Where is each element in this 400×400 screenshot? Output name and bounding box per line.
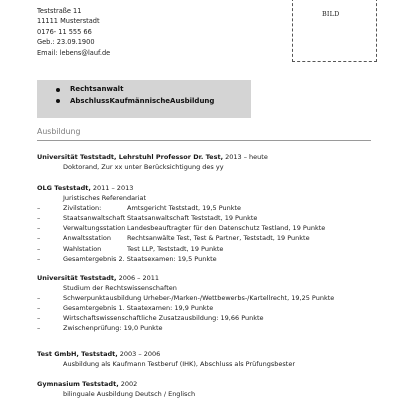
station-detail: Test LLP, Teststadt, 19 Punkte	[127, 244, 224, 253]
entry-institution: Test GmbH, Teststadt,	[37, 350, 118, 358]
entry-description: Doktorand, Zur xx unter Berücksichtigung des yy	[63, 163, 224, 172]
list-item	[37, 233, 325, 243]
entry-description: bilinguale Ausbildung Deutsch / Englisch	[63, 390, 196, 399]
entry-heading	[37, 349, 295, 359]
entry-description: Juristisches Referendariat	[63, 194, 147, 203]
entry-description: Studium der Rechtswissenschaften	[63, 284, 177, 293]
contact-city: 11111 Musterstadt	[37, 17, 100, 26]
station-name: Zivilstation:	[63, 204, 102, 213]
station-detail: Landesbeauftragter für den Datenschutz Testland, 19 Punkte	[127, 224, 326, 233]
highlight-list	[37, 80, 251, 107]
station-name: Wahlstation	[63, 244, 102, 253]
list-item: – Gesamtergebnis 1. Staatexamen: 19,9 Punkte	[37, 303, 334, 313]
entry-institution: Universität Teststadt,	[37, 274, 117, 282]
contact-phone: 0176- 11 555 66	[37, 27, 92, 36]
education-entry-apprenticeship	[37, 349, 295, 369]
highlight-item: AbschlussKaufmännischeAusbildung	[37, 96, 251, 108]
list-item: – Gesamtergebnis 2. Staatsexamen: 19,5 Punkte	[37, 254, 325, 264]
station-name: Staatsanwaltschaft	[63, 214, 126, 223]
contact-email: Email: lebens@lauf.de	[37, 48, 111, 57]
list-item	[37, 213, 325, 223]
entry-heading	[37, 379, 195, 389]
entry-dates: 2013 – heute	[223, 153, 268, 161]
list-item	[37, 244, 325, 254]
section-divider	[37, 140, 371, 141]
entry-institution: Gymnasium Teststadt,	[37, 380, 119, 388]
entry-heading	[37, 183, 325, 193]
highlight-box	[37, 80, 251, 118]
education-entry-uni-doctorate	[37, 152, 268, 172]
photo-placeholder	[292, 0, 377, 62]
education-entry-olg	[37, 183, 325, 264]
entry-dates: 2003 – 2006	[117, 350, 161, 358]
contact-street: Teststraße 11	[37, 7, 82, 15]
entry-dates: 2011 – 2013	[90, 184, 134, 192]
entry-dates: 2006 – 2011	[116, 274, 160, 282]
entry-institution: OLG Teststadt,	[37, 184, 91, 192]
entry-dates: 2002	[118, 380, 138, 388]
education-entry-uni-law	[37, 273, 334, 334]
list-item	[37, 203, 325, 213]
list-item	[37, 223, 325, 233]
entry-heading	[37, 273, 334, 283]
education-entry-school	[37, 379, 195, 399]
entry-institution: Universität Teststadt, Lehrstuhl Professor Dr. Test,	[37, 153, 224, 161]
station-detail: Rechtsanwälte Test, Test & Partner, Teststadt, 19 Punkte	[127, 234, 310, 243]
highlight-item: Rechtsanwalt	[37, 84, 251, 96]
entry-description: Ausbildung als Kaufmann Testberuf (IHK), Abschluss als Prüfungsbester	[63, 360, 296, 369]
list-item: – Zwischenprüfung: 19,0 Punkte	[37, 323, 334, 333]
photo-label: BILD	[322, 10, 340, 18]
section-title: Ausbildung	[37, 127, 81, 136]
list-item: – Schwerpunktausbildung Urheber-/Marken-/Wettbewerbs-/Kartellrecht, 19,25 Punkte	[37, 293, 334, 303]
station-name: Anwaltsstation	[63, 234, 111, 243]
contact-block	[37, 6, 110, 58]
entry-heading	[37, 152, 268, 162]
station-detail: Staatsanwaltschaft Teststadt, 19 Punkte	[127, 214, 258, 223]
station-name: Verwaltungsstation	[63, 224, 126, 233]
contact-birthdate: Geb.: 23.09.1900	[37, 38, 95, 47]
station-detail: Amtsgericht Teststadt, 19,5 Punkte	[127, 204, 242, 213]
list-item: – Wirtschaftswissenschaftliche Zusatzausbildung: 19,66 Punkte	[37, 313, 334, 323]
